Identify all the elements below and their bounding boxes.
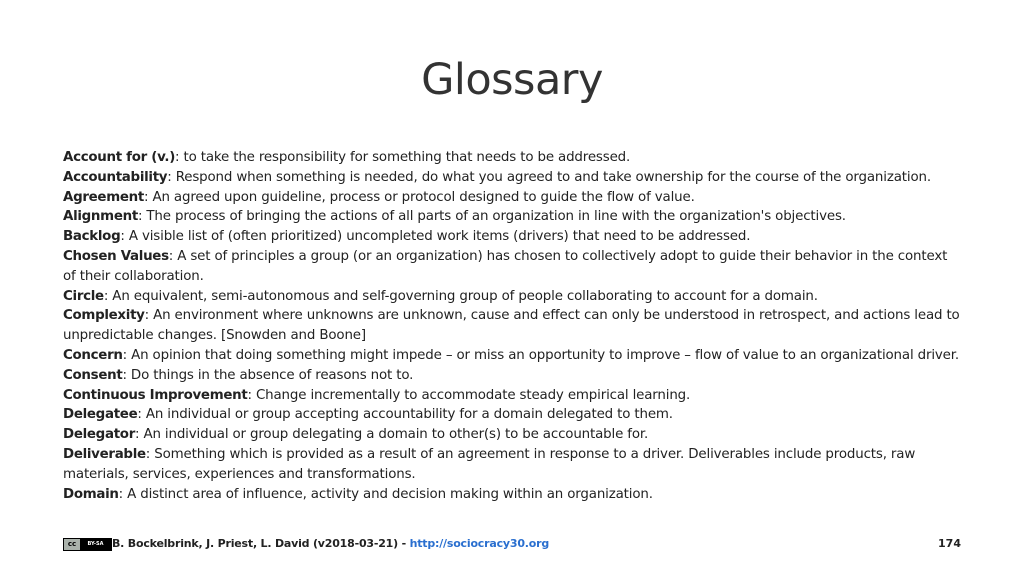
glossary-definition: : to take the responsibility for something that needs to be addressed. (175, 150, 631, 165)
glossary-definition: : Respond when something is needed, do what you agreed to and take ownership for the course of the organization. (167, 169, 931, 185)
glossary-entry (63, 405, 963, 425)
glossary-entry (63, 287, 963, 307)
glossary-term: Backlog (63, 229, 121, 245)
glossary-definition: : A set of principles a group (or an organization) has chosen to collectively adopt to guide their behavior in the context of their collaboration. (63, 248, 948, 284)
glossary-entry (63, 346, 963, 366)
glossary-term: Domain (63, 486, 119, 502)
glossary-term: Account for (v.) (63, 150, 176, 165)
cc-license-badge-icon[interactable] (63, 538, 112, 551)
glossary-term: Delegatee (63, 407, 138, 423)
glossary-entry (63, 485, 963, 505)
glossary-definition: : An opinion that doing something might impede – or miss an opportunity to improve – flow of value to an organizational driver. (122, 347, 959, 363)
glossary-list (63, 148, 963, 504)
glossary-definition: : An equivalent, semi-autonomous and self-governing group of people collaborating to account for a domain. (103, 288, 818, 304)
glossary-entry (63, 168, 963, 188)
glossary-entry (63, 306, 963, 346)
glossary-term: Complexity (63, 308, 145, 324)
glossary-entry (63, 247, 963, 287)
glossary-entry (63, 188, 963, 208)
glossary-entry (63, 445, 963, 485)
glossary-entry (63, 148, 963, 168)
glossary-term: Chosen Values (63, 248, 169, 264)
glossary-entry (63, 425, 963, 445)
glossary-term: Delegator (63, 427, 135, 443)
glossary-term: Alignment (63, 209, 138, 225)
glossary-entry (63, 227, 963, 247)
page-number: 174 (938, 537, 961, 550)
glossary-definition: : Something which is provided as a result of an agreement in response to a driver. Deliverables include products, raw materials, services, experiences and transformations. (63, 446, 916, 482)
glossary-definition: : An individual or group delegating a domain to other(s) to be accountable for. (135, 427, 649, 443)
glossary-entry (63, 207, 963, 227)
page-title: Glossary (421, 55, 603, 105)
glossary-definition: : The process of bringing the actions of all parts of an organization in line with the organization's objectives. (137, 209, 846, 225)
glossary-entry (63, 386, 963, 406)
glossary-term: Agreement (63, 189, 144, 205)
glossary-definition: : A distinct area of influence, activity and decision making within an organization. (118, 486, 653, 502)
website-link[interactable]: http://sociocracy30.org (409, 537, 550, 550)
license-label: BY-SA (87, 541, 104, 547)
footer-credits (112, 536, 549, 552)
glossary-definition: : An agreed upon guideline, process or protocol designed to guide the flow of value. (144, 189, 695, 205)
glossary-term: Deliverable (63, 446, 146, 462)
glossary-definition: : An individual or group accepting accountability for a domain delegated to them. (137, 407, 673, 423)
glossary-term: Concern (63, 347, 123, 363)
glossary-definition: : Do things in the absence of reasons not to. (122, 367, 414, 383)
footer (63, 536, 961, 552)
glossary-definition: : A visible list of (often prioritized) uncompleted work items (drivers) that need to be addressed. (120, 229, 751, 245)
glossary-definition: : Change incrementally to accommodate steady empirical learning. (247, 387, 691, 403)
credits-text: B. Bockelbrink, J. Priest, L. David (v2018-03-21) - (112, 537, 410, 550)
glossary-definition: : An environment where unknowns are unknown, cause and effect can only be understood in retrospect, and actions lead to unpredictable changes. [Snowden and Boone] (63, 308, 960, 344)
cc-logo-icon: cc (64, 539, 80, 550)
glossary-entry (63, 366, 963, 386)
glossary-term: Circle (63, 288, 104, 304)
glossary-term: Accountability (63, 169, 168, 185)
glossary-term: Continuous Improvement (63, 387, 248, 403)
glossary-term: Consent (63, 367, 123, 383)
